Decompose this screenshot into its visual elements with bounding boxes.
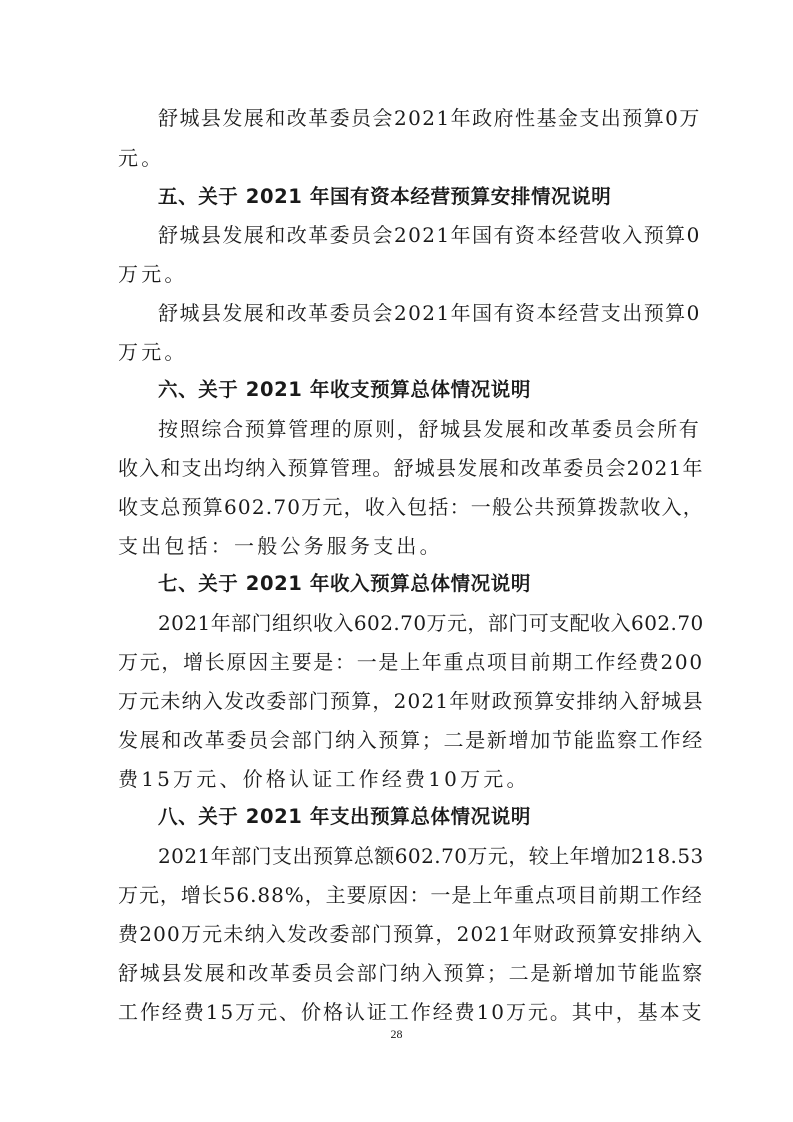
- paragraph-line: 舒城县发展和改革委员会2021年国有资本经营收入预算0: [158, 223, 701, 247]
- paragraph-line: 收支总预算602.70万元，收入包括：一般公共预算拨款收入，: [118, 495, 704, 519]
- paragraph-line: 舒城县发展和改革委员会2021年政府性基金支出预算0万: [158, 106, 701, 130]
- paragraph-line: 万元，增长56.88%，主要原因：一是上年重点项目前期工作经: [118, 883, 703, 907]
- paragraph-line: 万元。: [118, 262, 188, 286]
- section-heading-8: 八、关于 2021 年支出预算总体情况说明: [158, 805, 531, 828]
- section-heading-6: 六、关于 2021 年收支预算总体情况说明: [158, 378, 531, 401]
- paragraph-line: 发展和改革委员会部门纳入预算；二是新增加节能监察工作经: [118, 728, 704, 752]
- paragraph-line: 工作经费15万元、价格认证工作经费10万元。其中，基本支: [118, 1000, 704, 1024]
- page-number: 28: [390, 1027, 403, 1041]
- paragraph-line: 舒城县发展和改革委员会部门纳入预算；二是新增加节能监察: [118, 961, 704, 985]
- paragraph-line: 2021年部门组织收入602.70万元，部门可支配收入602.70: [158, 611, 704, 635]
- paragraph-line: 费200万元未纳入发改委部门预算，2021年财政预算安排纳入: [118, 922, 704, 946]
- paragraph-line: 元。: [118, 146, 165, 170]
- paragraph-line: 支出包括：一般公务服务支出。: [118, 534, 443, 558]
- section-heading-5: 五、关于 2021 年国有资本经营预算安排情况说明: [158, 185, 612, 208]
- paragraph-line: 按照综合预算管理的原则，舒城县发展和改革委员会所有: [158, 417, 701, 441]
- paragraph-line: 舒城县发展和改革委员会2021年国有资本经营支出预算0: [158, 301, 701, 325]
- paragraph-line: 费15万元、价格认证工作经费10万元。: [118, 767, 530, 791]
- paragraph-line: 万元未纳入发改委部门预算，2021年财政预算安排纳入舒城县: [118, 689, 704, 713]
- section-heading-7: 七、关于 2021 年收入预算总体情况说明: [158, 572, 531, 595]
- paragraph-line: 万元，增长原因主要是：一是上年重点项目前期工作经费200: [118, 650, 704, 674]
- paragraph-line: 万元。: [118, 340, 188, 364]
- paragraph-line: 收入和支出均纳入预算管理。舒城县发展和改革委员会2021年: [118, 456, 704, 480]
- paragraph-line: 2021年部门支出预算总额602.70万元，较上年增加218.53: [158, 844, 704, 868]
